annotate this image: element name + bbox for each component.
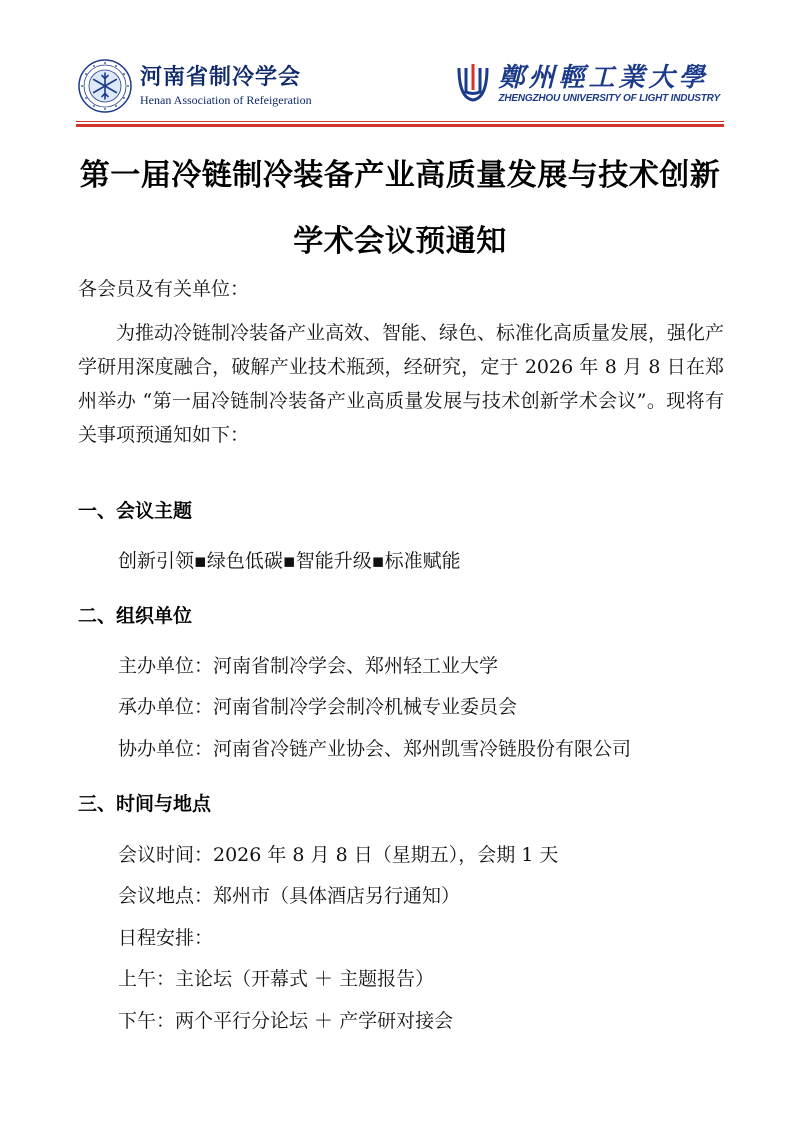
co-organizer: 协办单位：河南省冷链产业协会、郑州凯雪冷链股份有限公司 (118, 738, 632, 760)
snowflake-seal-icon (78, 59, 132, 113)
header-divider-thick (76, 124, 724, 127)
university-name-block (499, 63, 721, 105)
section-heading-theme: 一、会议主题 (78, 500, 193, 522)
theme-text: 创新引领▪绿色低碳▪智能升级▪标准赋能 (118, 550, 461, 572)
section-heading-time-place: 三、时间与地点 (78, 793, 212, 815)
letterhead (0, 0, 800, 130)
schedule-morning: 上午：主论坛（开幕式 ＋ 主题报告） (118, 968, 435, 990)
document-title-line-2: 学术会议预通知 (293, 224, 507, 259)
salutation: 各会员及有关单位： (78, 278, 250, 300)
intro-paragraph: 为推动冷链制冷装备产业高效、智能、绿色、标准化高质量发展，强化产学研用深度融合，破解产业技术瓶颈，经研究，定于 2026 年 8 月 8 日在郑州举办 “第一届冷链制冷装备产业高质量发展与技术创新学术会议”。现将有关事项预通知如下： (78, 322, 725, 446)
association-name-english: Henan Association of Refeigeration (140, 93, 312, 107)
meeting-time: 会议时间：2026 年 8 月 8 日（星期五），会期 1 天 (118, 844, 559, 866)
host-organizer: 主办单位：河南省制冷学会、郑州轻工业大学 (118, 655, 499, 677)
document-title-line-1: 第一届冷链制冷装备产业高质量发展与技术创新 (79, 158, 721, 193)
association-name: 河南省制冷学会 (140, 64, 302, 90)
university-emblem-icon (453, 62, 493, 106)
university-name: 鄭州輕工業大學 (498, 63, 709, 93)
henan-refrigeration-association-logo (78, 58, 312, 114)
university-name-english: ZHENGZHOU UNIVERSITY OF LIGHT INDUSTRY (498, 93, 720, 104)
schedule-afternoon: 下午：两个平行分论坛 ＋ 产学研对接会 (118, 1010, 454, 1032)
university-logo (453, 62, 721, 106)
header-divider-thin (76, 121, 724, 122)
section-heading-organizers: 二、组织单位 (78, 605, 193, 627)
undertaking-organizer: 承办单位：河南省制冷学会制冷机械专业委员会 (118, 696, 518, 718)
meeting-place: 会议地点：郑州市（具体酒店另行通知） (118, 885, 461, 907)
association-name-block (140, 64, 312, 108)
schedule-label: 日程安排： (118, 927, 214, 949)
